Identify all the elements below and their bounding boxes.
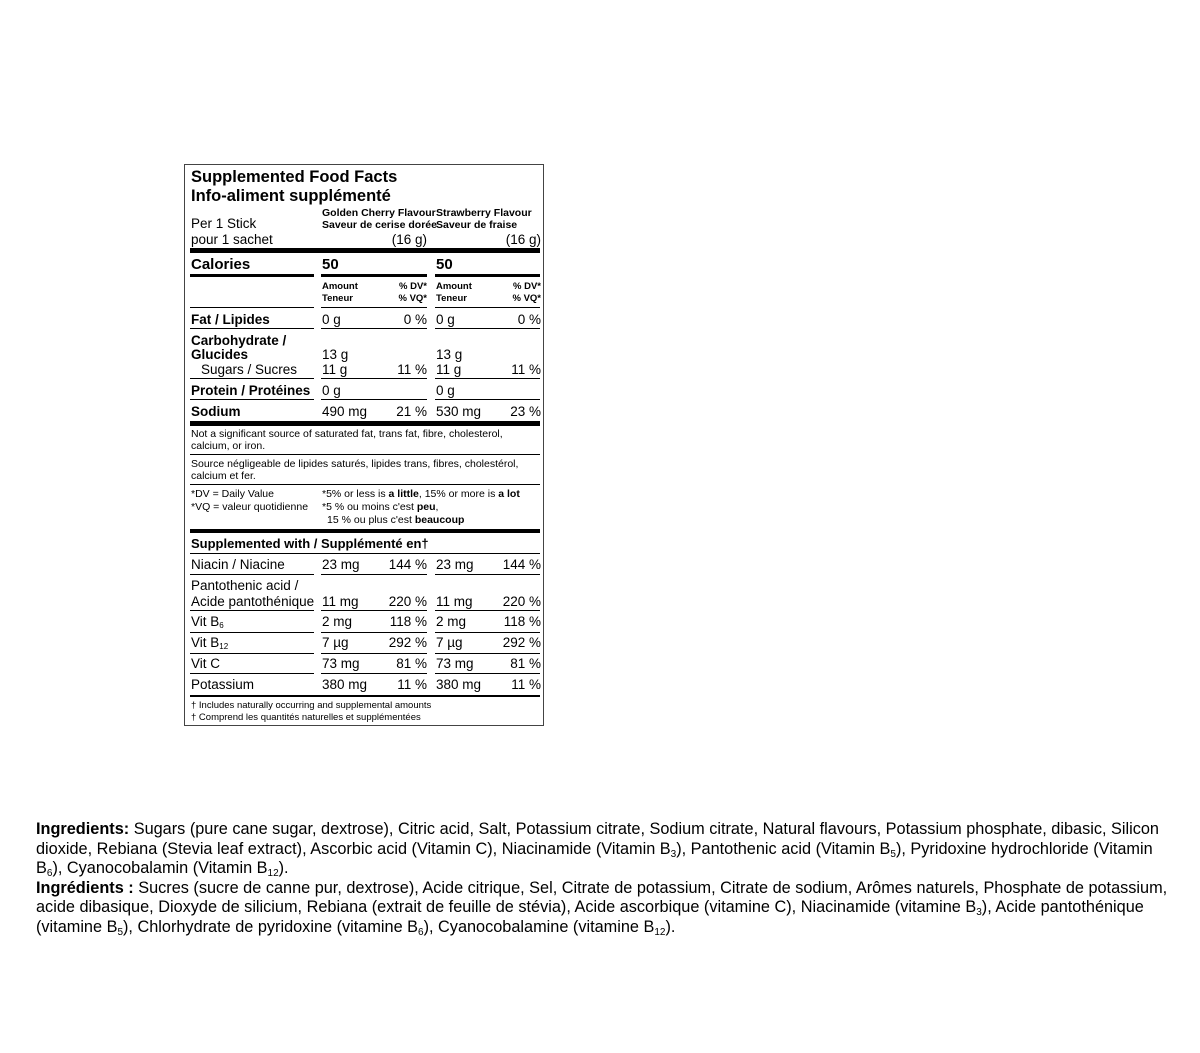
serving-en: Per 1 Stick	[191, 216, 257, 231]
fat-col1-dv: 0 %	[403, 312, 427, 327]
col1-amount-fr: Teneur	[322, 293, 353, 304]
col2-amount-fr: Teneur	[436, 293, 467, 304]
col2-dv-en: % DV*	[513, 281, 541, 292]
divider-thin	[321, 610, 427, 611]
protein-col2-amount: 0 g	[436, 383, 455, 398]
footnote-fr: † Comprend les quantités naturelles et supplémentées	[191, 712, 421, 723]
not-significant-en-line1: Not a significant source of saturated fat, trans fat, fibre, cholesterol,	[191, 428, 503, 440]
fat-col2-amount: 0 g	[436, 312, 455, 327]
divider-thin	[190, 484, 540, 485]
vit-b12-col2-amount: 7 µg	[436, 635, 463, 650]
divider-thin	[321, 574, 427, 575]
ingredients-fr-label: Ingrédients :	[36, 878, 134, 897]
sodium-col1-dv: 21 %	[396, 404, 427, 419]
sodium-col1-amount: 490 mg	[322, 404, 368, 419]
divider-thick	[190, 529, 540, 533]
vit-c-col2-amount: 73 mg	[436, 656, 474, 671]
dv-definition-fr: *VQ = valeur quotidienne	[191, 501, 309, 513]
dv-definition-en: *DV = Daily Value	[191, 488, 274, 500]
carb-col1-amount: 13 g	[322, 347, 349, 362]
col2-flavour-en: Strawberry Flavour	[436, 207, 532, 219]
vit-c-label: Vit C	[191, 656, 221, 671]
divider-thin	[190, 378, 314, 379]
vit-c-col1-dv: 81 %	[396, 656, 427, 671]
divider-thin	[190, 553, 540, 554]
supplemented-food-facts-panel	[184, 164, 544, 726]
niacin-col1-dv: 144 %	[388, 557, 427, 572]
col1-dv-en: % DV*	[399, 281, 427, 292]
potassium-col2-amount: 380 mg	[436, 677, 482, 692]
vit-b6-col2-amount: 2 mg	[436, 614, 467, 629]
vit-c-col2-dv: 81 %	[510, 656, 541, 671]
col1-serving-size: (16 g)	[391, 232, 427, 247]
divider-thin	[190, 610, 314, 611]
protein-col1-amount: 0 g	[322, 383, 341, 398]
col2-calories: 50	[436, 256, 453, 273]
niacin-col2-dv: 144 %	[502, 557, 541, 572]
divider-thin	[190, 673, 314, 674]
col1-flavour-en: Golden Cherry Flavour	[322, 207, 436, 219]
divider-thin	[190, 454, 540, 455]
dv-note-fr: *5 % ou moins c'est peu,	[322, 501, 439, 513]
divider-thin	[321, 673, 427, 674]
divider-thin	[190, 653, 314, 654]
sodium-col2-amount: 530 mg	[436, 404, 482, 419]
sugars-label: Sugars / Sucres	[201, 362, 298, 377]
fat-col2-dv: 0 %	[517, 312, 541, 327]
serving-fr: pour 1 sachet	[191, 232, 273, 247]
dv-note-en: *5% or less is a little, 15% or more is a lot	[322, 488, 520, 500]
vit-b12-col2-dv: 292 %	[502, 635, 541, 650]
carb-label-line1: Carbohydrate /	[191, 333, 287, 348]
divider-thin	[190, 574, 314, 575]
divider-thin	[321, 632, 427, 633]
not-significant-en-line2: calcium, or iron.	[191, 440, 266, 452]
panto-col2-amount: 11 mg	[436, 594, 473, 609]
potassium-col2-dv: 11 %	[511, 677, 541, 692]
carb-label-line2: Glucides	[191, 347, 249, 362]
sugars-col2-amount: 11 g	[436, 362, 462, 377]
vit-b6-col1-dv: 118 %	[389, 614, 427, 629]
calories-label: Calories	[191, 256, 251, 273]
carb-col2-amount: 13 g	[436, 347, 463, 362]
divider-thin	[435, 328, 540, 329]
ingredients-fr: Ingrédients : Sucres (sucre de canne pur, dextrose), Acide citrique, Sel, Citrate de potassium, Citrate de sodium, Arômes naturels, Phosphate de potassium, acide dibasique, Dioxyde de silicium, Rebiana (extrait de feuille de stévia), Acide ascorbique (vitamine C), Niacinamide (vitamine $B_3$), Acide pantothénique (vitamine $B_5$), Chlorhydrate de pyridoxine (vitamine $B_6$), Cyanocobalamine (vitamine $B_{12}$).	[36, 878, 1168, 938]
divider-medium	[190, 274, 314, 277]
divider-medium	[321, 274, 427, 277]
col1-amount-en: Amount	[322, 281, 358, 292]
col1-calories: 50	[322, 256, 339, 273]
divider-medium	[190, 695, 540, 697]
divider-thin	[321, 653, 427, 654]
divider-thin	[321, 378, 427, 379]
col2-dv-fr: % VQ*	[512, 293, 541, 304]
sodium-label: Sodium	[191, 404, 241, 419]
panto-col1-dv: 220 %	[388, 594, 427, 609]
footnote-en: † Includes naturally occurring and supplemental amounts	[191, 700, 432, 711]
divider-thin	[435, 610, 540, 611]
vit-c-col1-amount: 73 mg	[322, 656, 360, 671]
divider-thin	[321, 399, 427, 400]
fat-col1-amount: 0 g	[322, 312, 341, 327]
niacin-col1-amount: 23 mg	[322, 557, 360, 572]
divider-thin	[435, 653, 540, 654]
potassium-col1-dv: 11 %	[397, 677, 427, 692]
panto-col2-dv: 220 %	[502, 594, 541, 609]
sodium-col2-dv: 23 %	[510, 404, 541, 419]
divider-thin	[321, 328, 427, 329]
not-significant-fr-line2: calcium et fer.	[191, 470, 256, 482]
niacin-label: Niacin / Niacine	[191, 557, 285, 572]
sugars-col2-dv: 11 %	[511, 362, 541, 377]
potassium-label: Potassium	[191, 677, 255, 692]
sugars-col1-amount: 11 g	[322, 362, 348, 377]
divider-thin	[435, 399, 540, 400]
divider-thick	[190, 421, 540, 426]
ingredients-section	[36, 820, 1176, 937]
divider-thin	[435, 632, 540, 633]
fat-label: Fat / Lipides	[191, 312, 270, 327]
divider-thin	[435, 673, 540, 674]
divider-thin	[190, 632, 314, 633]
ingredients-en-label: Ingredients:	[36, 820, 130, 838]
vit-b12-label: Vit $B_{12}$	[191, 635, 229, 651]
col1-dv-fr: % VQ*	[398, 293, 427, 304]
vit-b12-col1-amount: 7 µg	[322, 635, 349, 650]
divider-thin	[190, 328, 314, 329]
panel-title-en: Supplemented Food Facts	[191, 168, 398, 186]
vit-b6-col2-dv: 118 %	[503, 614, 541, 629]
supplemented-heading: Supplemented with / Supplémenté en†	[191, 536, 429, 551]
panto-label-line2: Acide pantothénique	[191, 594, 315, 609]
vit-b6-col1-amount: 2 mg	[322, 614, 353, 629]
divider-medium	[435, 274, 540, 277]
divider-thin	[321, 307, 427, 308]
divider-thin	[435, 307, 540, 308]
ingredients-en: Ingredients: Sugars (pure cane sugar, dextrose), Citric acid, Salt, Potassium citrate, Sodium citrate, Natural flavours, Potassium phosphate, dibasic, Silicon dioxide, Rebiana (Stevia leaf extract), Ascorbic acid (Vitamin C), Niacinamide (Vitamin $B_3$), Pantothenic acid (Vitamin $B_5$), Pyridoxine hydrochloride (Vitamin $B_6$), Cyanocobalamin (Vitamin $B_{12}$).	[36, 820, 1159, 879]
col1-flavour-fr: Saveur de cerise dorée	[322, 219, 437, 231]
panto-label-line1: Pantothenic acid /	[191, 578, 299, 593]
vit-b12-col1-dv: 292 %	[388, 635, 427, 650]
divider-thin	[435, 574, 540, 575]
divider-thick	[190, 248, 540, 253]
col2-flavour-fr: Saveur de fraise	[436, 219, 518, 231]
sugars-col1-dv: 11 %	[397, 362, 427, 377]
dv-note-fr-line2: 15 % ou plus c'est beaucoup	[327, 514, 465, 526]
panto-col1-amount: 11 mg	[322, 594, 359, 609]
not-significant-fr-line1: Source négligeable de lipides saturés, lipides trans, fibres, cholestérol,	[191, 458, 519, 470]
divider-thin	[190, 399, 314, 400]
protein-label: Protein / Protéines	[191, 383, 311, 398]
col2-serving-size: (16 g)	[505, 232, 541, 247]
vit-b6-label: Vit $B_6$	[191, 614, 224, 630]
divider-thin	[435, 378, 540, 379]
divider-thin	[190, 307, 314, 308]
col2-amount-en: Amount	[436, 281, 472, 292]
panel-title-fr: Info-aliment supplémenté	[191, 187, 391, 205]
niacin-col2-amount: 23 mg	[436, 557, 474, 572]
potassium-col1-amount: 380 mg	[322, 677, 368, 692]
